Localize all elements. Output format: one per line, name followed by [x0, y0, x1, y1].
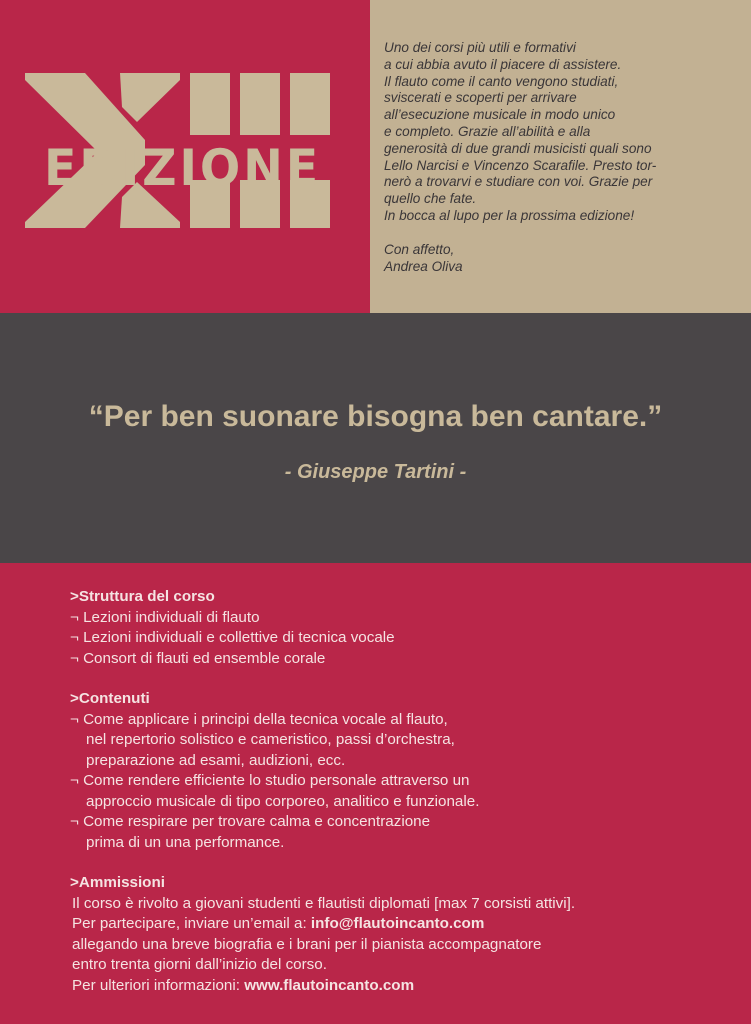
section-heading-struttura: >Struttura del corso	[70, 588, 215, 605]
testimonial-closing: Con affetto,	[384, 241, 455, 257]
website-prefix: Per ulteriori informazioni:	[72, 976, 245, 994]
testimonial-line: Uno dei corsi più utili e formativi	[384, 40, 576, 55]
ammissioni-line: entro trenta giorni dall’inizio del corso.	[72, 956, 327, 973]
list-item: ¬ Come respirare per trovare calma e concentrazione	[70, 813, 431, 830]
email-link[interactable]: info@flautoincanto.com	[310, 915, 485, 932]
list-item: ¬ Lezioni individuali e collettive di tecnica vocale	[70, 629, 395, 646]
list-item: ¬ Lezioni individuali di flauto	[70, 608, 260, 626]
testimonial-signature: Andrea Oliva	[384, 258, 463, 274]
testimonial-line: quello che fate.	[384, 191, 477, 207]
testimonial-line: sviscerati e scoperti per arrivare	[384, 90, 577, 106]
course-info	[70, 587, 740, 996]
ammissioni-line	[70, 914, 740, 935]
testimonial	[384, 40, 744, 275]
email-prefix: Per partecipare, inviare un’email a:	[72, 915, 311, 932]
quote-author: - Giuseppe Tartini -	[284, 461, 467, 483]
edizione-label: EDIZIONE	[44, 139, 322, 197]
website-link[interactable]: www.flautoincanto.com	[244, 976, 415, 994]
list-item: ¬ Come applicare i principi della tecnica vocale al flauto,	[70, 710, 448, 728]
section-heading-contenuti: >Contenuti	[70, 690, 150, 707]
list-item: ¬ Consort di flauti ed ensemble corale	[70, 649, 326, 667]
testimonial-line: nerò a trovarvi e studiare con voi. Grazie per	[384, 174, 653, 190]
list-item-continuation: nel repertorio solistico e cameristico, passi d’orchestra,	[86, 731, 455, 748]
logo-panel	[0, 0, 370, 313]
list-item-continuation: preparazione ad esami, audizioni, ecc.	[86, 751, 346, 769]
quote-panel	[0, 313, 751, 563]
testimonial-line: Lello Narcisi e Vincenzo Scarafile. Presto tor-	[384, 157, 657, 173]
ammissioni-line: Il corso è rivolto a giovani studenti e flautisti diplomati [max 7 corsisti attivi].	[72, 894, 576, 912]
testimonial-line: e completo. Grazie all’abilità e alla	[384, 123, 591, 139]
section-heading-ammissioni: >Ammissioni	[70, 874, 165, 891]
testimonial-line: generosità di due grandi musicisti quali sono	[384, 140, 652, 156]
list-item-continuation: prima di un una performance.	[86, 833, 285, 851]
quote-text: “Per ben suonare bisogna ben cantare.”	[88, 400, 663, 433]
ammissioni-line: allegando una breve biografia e i brani per il pianista accompagnatore	[72, 935, 542, 953]
numeral-i-bar-1	[190, 73, 230, 135]
ammissioni-line	[70, 976, 740, 997]
list-item-continuation: approccio musicale di tipo corporeo, analitico e funzionale.	[86, 792, 480, 810]
testimonial-line: all’esecuzione musicale in modo unico	[384, 107, 616, 123]
testimonial-line: Il flauto come il canto vengono studiati,	[384, 73, 619, 89]
list-item: ¬ Come rendere efficiente lo studio personale attraverso un	[70, 772, 470, 789]
testimonial-line: In bocca al lupo per la prossima edizione!	[384, 207, 635, 223]
testimonial-line: a cui abbia avuto il piacere di assistere.	[384, 56, 622, 72]
